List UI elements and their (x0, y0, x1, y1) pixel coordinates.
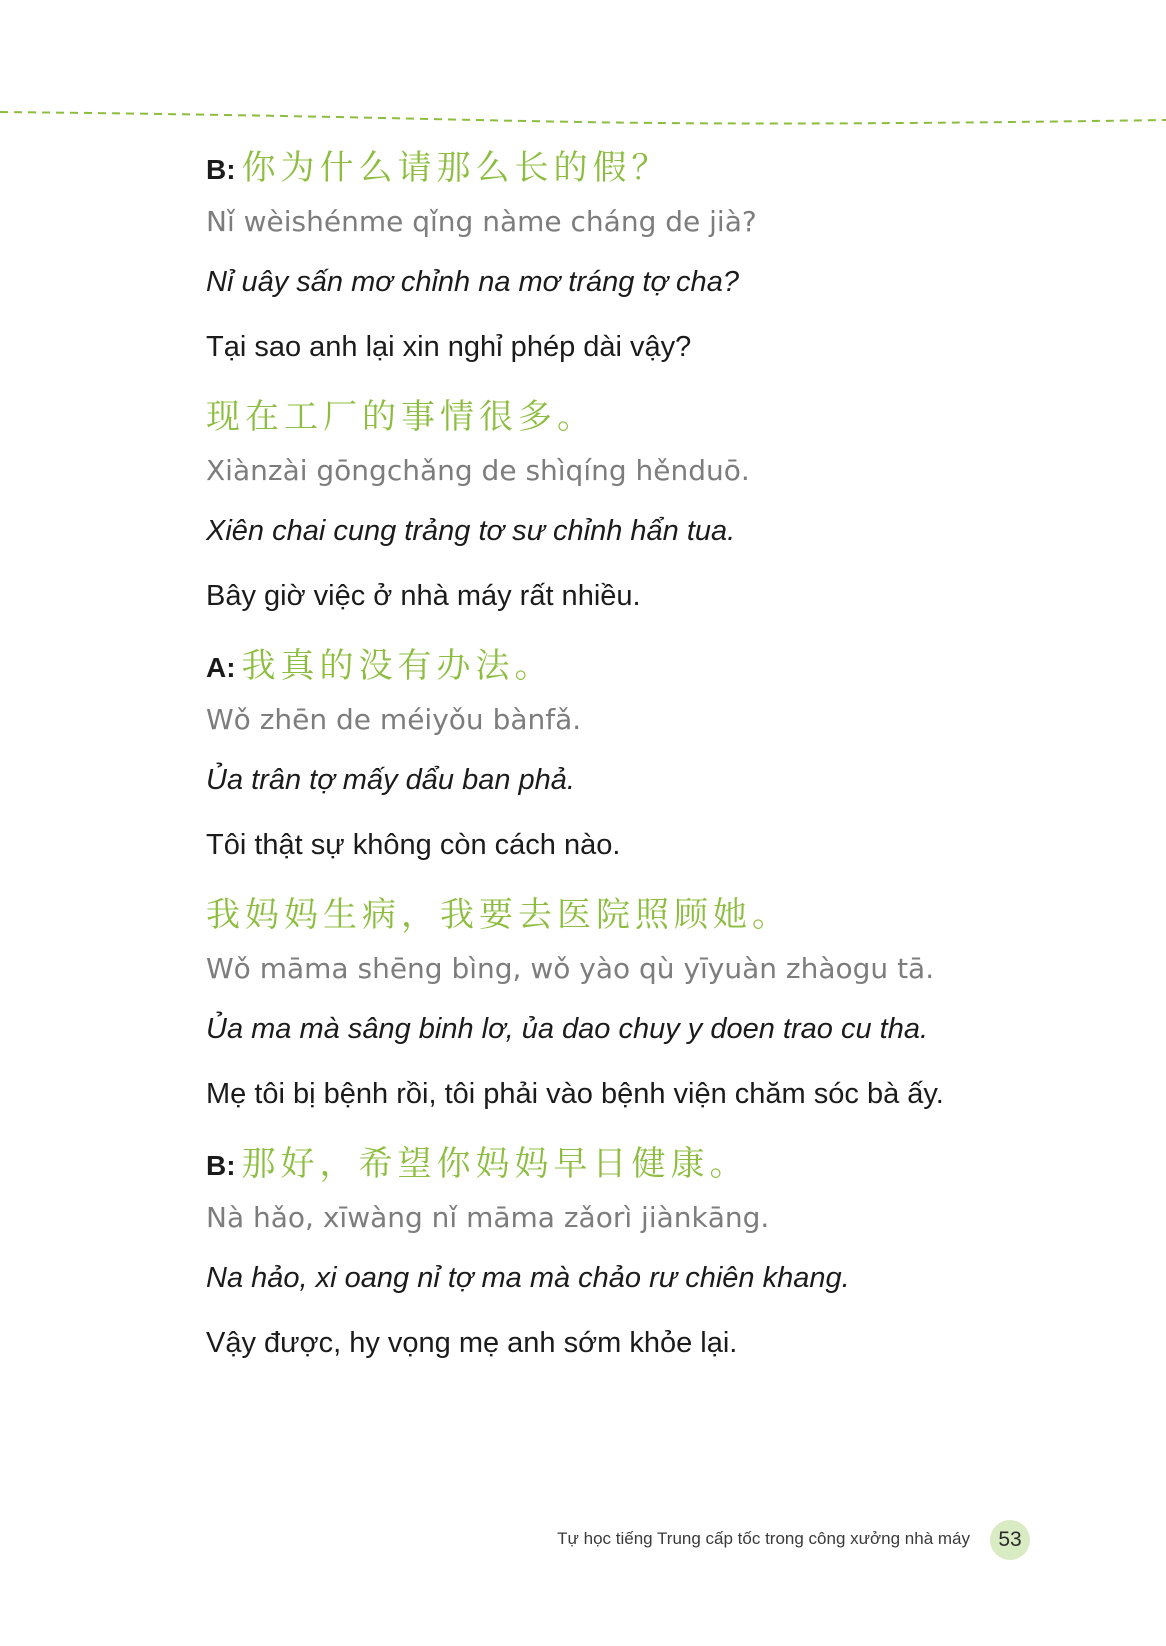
hanzi-line (206, 146, 1106, 190)
speaker-label: B: (206, 1150, 236, 1181)
book-title: Tự học tiếng Trung cấp tốc trong công xưởng nhà máy (557, 1529, 970, 1548)
vietnamese-translation: Vậy được, hy vọng mẹ anh sớm khỏe lại. (206, 1327, 738, 1359)
vietnamese-translation: Mẹ tôi bị bệnh rồi, tôi phải vào bệnh viện chăm sóc bà ấy. (206, 1078, 944, 1110)
vietnamese-translation: Tôi thật sự không còn cách nào. (206, 829, 621, 861)
dashed-divider (0, 104, 1166, 134)
vietnamese-translation: Tại sao anh lại xin nghỉ phép dài vậy? (206, 331, 692, 363)
phonetic-text: Nỉ uây sấn mơ chỉnh na mơ tráng tợ cha? (206, 266, 739, 298)
hanzi-text: 那好，希望你妈妈早日健康。 (241, 1144, 749, 1184)
dialogue-line (206, 893, 1106, 1112)
dialogue-line (206, 395, 1106, 614)
speaker-label: A: (206, 652, 236, 683)
pinyin-text: Wǒ māma shēng bìng, wǒ yào qù yīyuàn zhàogu tā. (206, 952, 935, 985)
page-footer (0, 1518, 1166, 1562)
pinyin-text: Nǐ wèishénme qǐng nàme cháng de jià? (206, 205, 757, 238)
phonetic-text: Ủa ma mà sâng binh lơ, ủa dao chuy y doen trao cu tha. (206, 1013, 929, 1045)
phonetic-text: Ủa trân tợ mấy dẩu ban phả. (206, 764, 575, 796)
dialogue-line (206, 1142, 1106, 1361)
hanzi-line (206, 1142, 1106, 1186)
hanzi-line (206, 644, 1106, 688)
pinyin-text: Wǒ zhēn de méiyǒu bànfǎ. (206, 703, 582, 736)
dialogue-line (206, 146, 1106, 365)
hanzi-text: 你为什么请那么长的假？ (241, 148, 671, 188)
phonetic-text: Na hảo, xi oang nỉ tợ ma mà chảo rư chiên khang. (206, 1262, 850, 1294)
hanzi-line (206, 893, 1106, 937)
vietnamese-translation: Bây giờ việc ở nhà máy rất nhiều. (206, 580, 641, 612)
phonetic-text: Xiên chai cung trảng tơ sư chỉnh hẩn tua. (206, 515, 736, 547)
hanzi-line (206, 395, 1106, 439)
hanzi-text: 现在工厂的事情很多。 (206, 397, 596, 437)
speaker-label: B: (206, 154, 236, 185)
page-number-badge: 53 (990, 1520, 1030, 1560)
hanzi-text: 我真的没有办法。 (241, 646, 554, 686)
pinyin-text: Nà hǎo, xīwàng nǐ māma zǎorì jiànkāng. (206, 1201, 770, 1234)
dialogue-content (206, 146, 1106, 1361)
pinyin-text: Xiànzài gōngchǎng de shìqíng hěnduō. (206, 454, 750, 487)
dialogue-line (206, 644, 1106, 863)
hanzi-text: 我妈妈生病，我要去医院照顾她。 (206, 895, 791, 935)
